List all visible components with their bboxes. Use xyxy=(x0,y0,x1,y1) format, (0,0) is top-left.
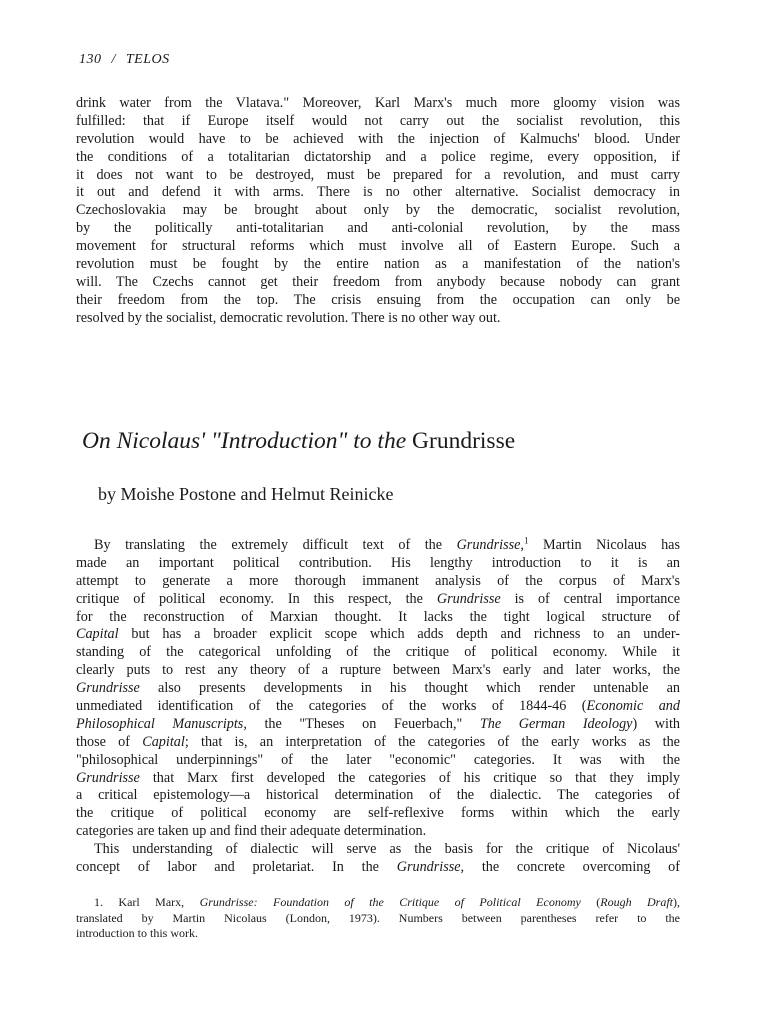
text-line: a critical epistemology—a historical determination of the dialectic. The categories of xyxy=(76,787,680,804)
text-line: by the politically anti-totalitarian and anti-colonial revolution, by the mass xyxy=(76,220,680,237)
journal-name: TELOS xyxy=(125,52,170,67)
text-run: concept of labor and proletariat. In the xyxy=(76,859,397,876)
text-run: critique of political economy. In this respect, the xyxy=(76,590,437,607)
text-line: clearly puts to rest any theory of a rupture between Marx's early and later works, the xyxy=(76,662,680,679)
text-run: ) with xyxy=(632,715,680,732)
running-head xyxy=(79,52,170,68)
text-line xyxy=(76,698,680,716)
text-run: the concrete overcoming of xyxy=(464,859,680,876)
text-run: By translating the extremely difficult text of the xyxy=(94,537,457,553)
text-run-italic: Capital xyxy=(76,626,119,643)
article-title-roman: Grundrisse xyxy=(412,428,516,454)
text-line: it out and defend it with arms. There is no other alternative. Socialist democracy in xyxy=(76,184,680,201)
running-head-separator: / xyxy=(111,52,116,67)
text-line: their freedom from the top. The crisis ensuing from the occupation can only be xyxy=(76,291,680,308)
text-run: the "Theses on Feuerbach," xyxy=(246,715,480,732)
text-run: ( xyxy=(580,895,601,909)
text-line xyxy=(76,626,680,644)
text-run-italic: Grundrisse xyxy=(76,769,140,786)
text-line: Czechoslovakia may be brought about only by the democratic, socialist revolution, xyxy=(76,202,680,219)
text-run: Martin Nicolaus has xyxy=(528,537,680,553)
text-line: categories are taken up and find their adequate determination. xyxy=(76,823,427,840)
text-run: that Marx first developed the categories of his critique so that they imply xyxy=(139,769,680,786)
text-line xyxy=(76,591,680,609)
text-line xyxy=(76,537,680,555)
text-run: ; that is, an interpretation of the categories of the early works as the xyxy=(184,733,680,750)
footnote-reference[interactable]: 1 xyxy=(523,535,529,546)
text-line: drink water from the Vlatava." Moreover, Karl Marx's much more gloomy vision was xyxy=(76,95,680,111)
text-line: standing of the categorical unfolding of the critique of political economy. While it xyxy=(76,644,680,661)
text-line xyxy=(76,716,680,734)
text-run: those of xyxy=(76,733,143,750)
text-line xyxy=(76,770,680,788)
text-run-italic: Philosophical Manuscripts, xyxy=(76,715,247,732)
text-line: resolved by the socialist, democratic revolution. There is no other way out. xyxy=(76,309,501,326)
text-line xyxy=(76,859,680,877)
text-run: is of central importance xyxy=(500,590,680,607)
text-run-italic: Grundrisse: Foundation of the Critique of Political Economy xyxy=(199,895,581,909)
text-line: the conditions of a totalitarian dictatorship and a police regime, every opposition, if xyxy=(76,148,680,165)
continued-paragraph xyxy=(76,95,680,328)
text-run-italic: Grundrisse xyxy=(76,680,140,697)
text-run: 1. Karl Marx, xyxy=(94,895,200,909)
text-line: will. The Czechs cannot get their freedom from anybody because nobody can grant xyxy=(76,273,680,290)
text-line: fulfilled: that if Europe itself would not carry out the socialist revolution, this xyxy=(76,112,680,129)
text-run: ), xyxy=(673,895,680,909)
text-run: also presents developments in his thought which render untenable an xyxy=(139,680,680,697)
text-run-italic: Rough Draft xyxy=(600,895,673,909)
text-line: made an important political contribution. His lengthy introduction to it is an xyxy=(76,554,680,571)
text-line: movement for structural reforms which must involve all of Eastern Europe. Such a xyxy=(76,238,680,255)
article-title-italic: On Nicolaus' "Introduction" to the xyxy=(82,428,407,454)
footnote xyxy=(76,895,680,942)
text-line: attempt to generate a more thorough immanent analysis of the corpus of Marx's xyxy=(76,572,680,589)
byline: by Moishe Postone and Helmut Reinicke xyxy=(98,484,394,504)
footnote-line: introduction to this work. xyxy=(76,926,198,940)
article-body xyxy=(76,537,680,877)
text-run-italic: The German Ideology xyxy=(479,715,633,732)
footnote-line xyxy=(76,895,680,911)
text-line: for the reconstruction of Marxian thought. It lacks the tight logical structure of xyxy=(76,608,680,625)
text-line xyxy=(76,734,680,752)
text-run: unmediated identification of the categories of the works of 1844-46 ( xyxy=(76,698,587,715)
footnote-line: translated by Martin Nicolaus (London, 1973). Numbers between parentheses refer to the xyxy=(76,910,680,925)
text-run: but has a broader explicit scope which adds depth and richness to an under- xyxy=(118,626,680,643)
text-run-italic: Grundrisse, xyxy=(396,859,465,876)
article-title xyxy=(82,428,515,455)
text-line: This understanding of dialectic will serve as the basis for the critique of Nicolaus' xyxy=(94,841,680,858)
text-line: the critique of political economy are self-reflexive forms within which the early xyxy=(76,805,680,822)
text-line xyxy=(76,680,680,698)
text-run-italic: Capital xyxy=(142,733,185,750)
text-line: it does not want to be destroyed, must be prepared for a revolution, and must carry xyxy=(76,166,680,183)
text-line: revolution must be fought by the entire nation as a manifestation of the nation's xyxy=(76,256,680,273)
text-line: "philosophical underpinnings" of the later "economic" categories. It was with the xyxy=(76,751,680,768)
text-run-italic: Economic and xyxy=(586,698,680,715)
text-line: revolution would have to be achieved with the injection of Kalmuchs' blood. Under xyxy=(76,130,680,147)
text-run-italic: Grundrisse, xyxy=(456,537,524,553)
page-number: 130 xyxy=(79,52,102,67)
text-run-italic: Grundrisse xyxy=(436,590,501,607)
